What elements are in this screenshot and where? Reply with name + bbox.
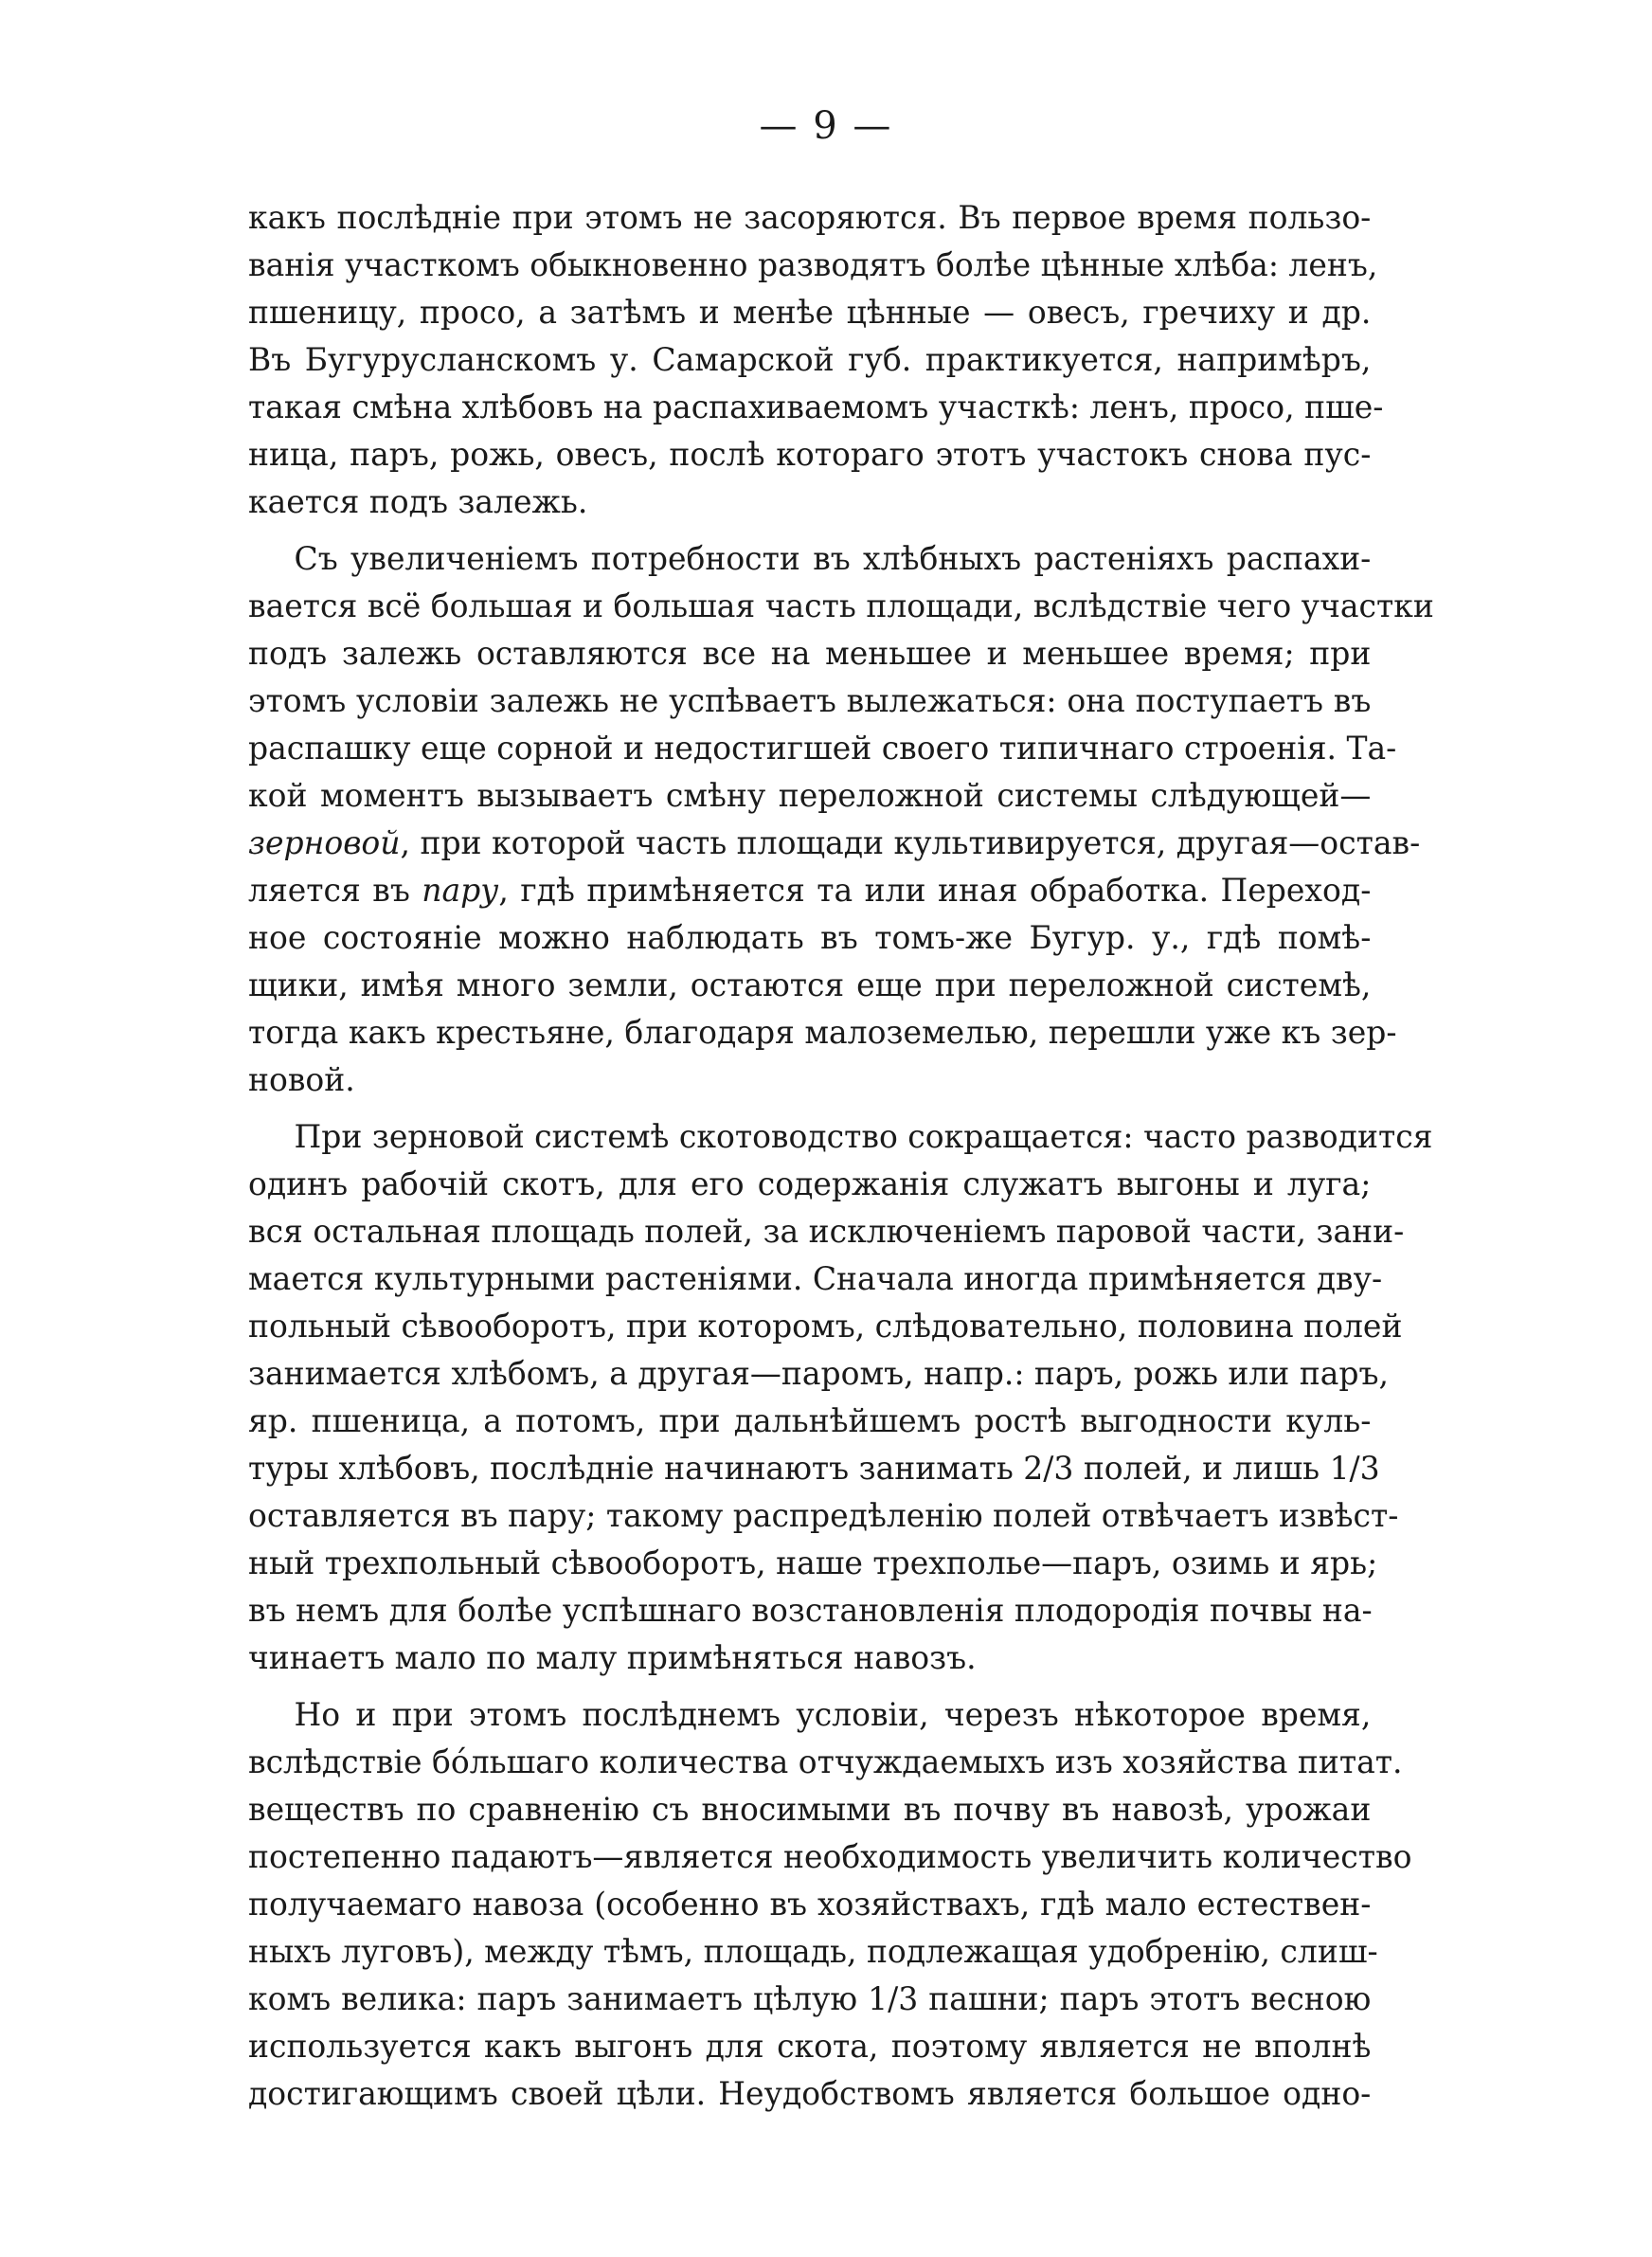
text-line: польный сѣвооборотъ, при которомъ, слѣдовательно, половина полей xyxy=(248,1308,1403,1345)
text-line: ный трехпольный сѣвооборотъ, наше трехполье—паръ, озимь и ярь; xyxy=(248,1544,1378,1582)
text-line: ванія участкомъ обыкновенно разводятъ болѣе цѣнные хлѣба: ленъ, xyxy=(248,246,1378,284)
paragraph-1 xyxy=(248,194,1406,526)
text-line: занимается хлѣбомъ, а другая—паромъ, напр.: паръ, рожь или паръ, xyxy=(248,1355,1389,1393)
text-line: новой. xyxy=(248,1061,355,1099)
text-line: комъ велика: паръ занимаетъ цѣлую 1/3 пашни; паръ этотъ весною xyxy=(248,1980,1372,2018)
text-line: подъ залежь оставляются все на меньшее и меньшее время; при xyxy=(248,635,1372,673)
text-line: туры хлѣбовъ, послѣдніе начинаютъ занимать 2/3 полей, и лишь 1/3 xyxy=(248,1450,1380,1488)
text-line: достигающимъ своей цѣли. Неудобствомъ является большое одно- xyxy=(248,2075,1372,2113)
text-line: оставляется въ пару; такому распредѣленію полей отвѣчаетъ извѣст- xyxy=(248,1497,1399,1535)
text-line: вается всё большая и большая часть площади, вслѣдствіе чего участки xyxy=(248,587,1434,625)
text-line: зерновой, при которой часть площади культивируется, другая—остав- xyxy=(248,824,1421,862)
text-line: Но и при этомъ послѣднемъ условіи, черезъ нѣкоторое время, xyxy=(294,1696,1372,1734)
text-line: мается культурными растеніями. Сначала иногда примѣняется дву- xyxy=(248,1260,1383,1298)
text-line: ныхъ луговъ), между тѣмъ, площадь, подлежащая удобренію, слиш- xyxy=(248,1933,1378,1971)
paragraph-4 xyxy=(248,1691,1412,2118)
text-line: ница, паръ, рожь, овесъ, послѣ котораго этотъ участокъ снова пус- xyxy=(248,436,1372,474)
paragraph-2 xyxy=(248,535,1434,1104)
italic-term: пару xyxy=(422,872,499,910)
text-line: Въ Бугурусланскомъ у. Самарской губ. практикуется, напримѣръ, xyxy=(248,341,1372,379)
italic-term: зерновой xyxy=(248,824,401,862)
text-line: чинаетъ мало по малу примѣняться навозъ. xyxy=(248,1639,977,1677)
text-line: яр. пшеница, а потомъ, при дальнѣйшемъ ростѣ выгодности куль- xyxy=(248,1402,1372,1440)
text-line: этомъ условіи залежь не успѣваетъ вылежаться: она поступаетъ въ xyxy=(248,682,1372,720)
text-line: веществъ по сравненію съ вносимыми въ почву въ навозѣ, урожаи xyxy=(248,1791,1372,1829)
text-line: используется какъ выгонъ для скота, поэтому является не вполнѣ xyxy=(248,2028,1372,2066)
text-line: Съ увеличеніемъ потребности въ хлѣбныхъ растеніяхъ распахи- xyxy=(294,540,1372,578)
text-line: распашку еще сорной и недостигшей своего типичнаго строенія. Та- xyxy=(248,730,1397,767)
text-line: щики, имѣя много земли, остаются еще при переложной системѣ, xyxy=(248,966,1372,1004)
text-line: такая смѣна хлѣбовъ на распахиваемомъ участкѣ: ленъ, просо, пше- xyxy=(248,388,1384,426)
text-line: тогда какъ крестьяне, благодаря малоземелью, перешли уже къ зер- xyxy=(248,1014,1397,1052)
text-line: кой моментъ вызываетъ смѣну переложной системы слѣдующей— xyxy=(248,777,1372,815)
text-line: какъ послѣдніе при этомъ не засоряются. Въ первое время пользо- xyxy=(248,199,1372,237)
text-line: одинъ рабочій скотъ, для его содержанія служатъ выгоны и луга; xyxy=(248,1165,1372,1203)
text-line: кается подъ залежь. xyxy=(248,483,588,521)
fraction: 2/3 xyxy=(1023,1450,1074,1488)
text-line: пшеницу, просо, а затѣмъ и менѣе цѣнные — овесъ, гречиху и др. xyxy=(248,294,1372,332)
text-line: вся остальная площадь полей, за исключеніемъ паровой части, зани- xyxy=(248,1213,1405,1251)
page-number: — 9 — xyxy=(759,104,893,148)
text-line: постепенно падаютъ—является необходимость увеличить количество xyxy=(248,1838,1412,1876)
text-line: въ немъ для болѣе успѣшнаго возстановленія плодородія почвы на- xyxy=(248,1592,1373,1630)
text-line: получаемаго навоза (особенно въ хозяйствахъ, гдѣ мало естествен- xyxy=(248,1886,1372,1923)
text-line: вслѣдствіе бо́льшаго количества отчуждаемыхъ изъ хозяйства питат. xyxy=(248,1743,1403,1781)
text-line: ное состояніе можно наблюдать въ томъ-же Бугур. у., гдѣ помѣ- xyxy=(248,919,1372,957)
text-line: ляется въ пару, гдѣ примѣняется та или иная обработка. Переход- xyxy=(248,872,1372,910)
fraction: 1/3 xyxy=(1329,1450,1380,1488)
fraction: 1/3 xyxy=(868,1980,919,2018)
body-text xyxy=(248,194,1434,2118)
paragraph-3 xyxy=(248,1113,1433,1682)
text-line: При зерновой системѣ скотоводство сокращается: часто разводится xyxy=(294,1118,1433,1156)
